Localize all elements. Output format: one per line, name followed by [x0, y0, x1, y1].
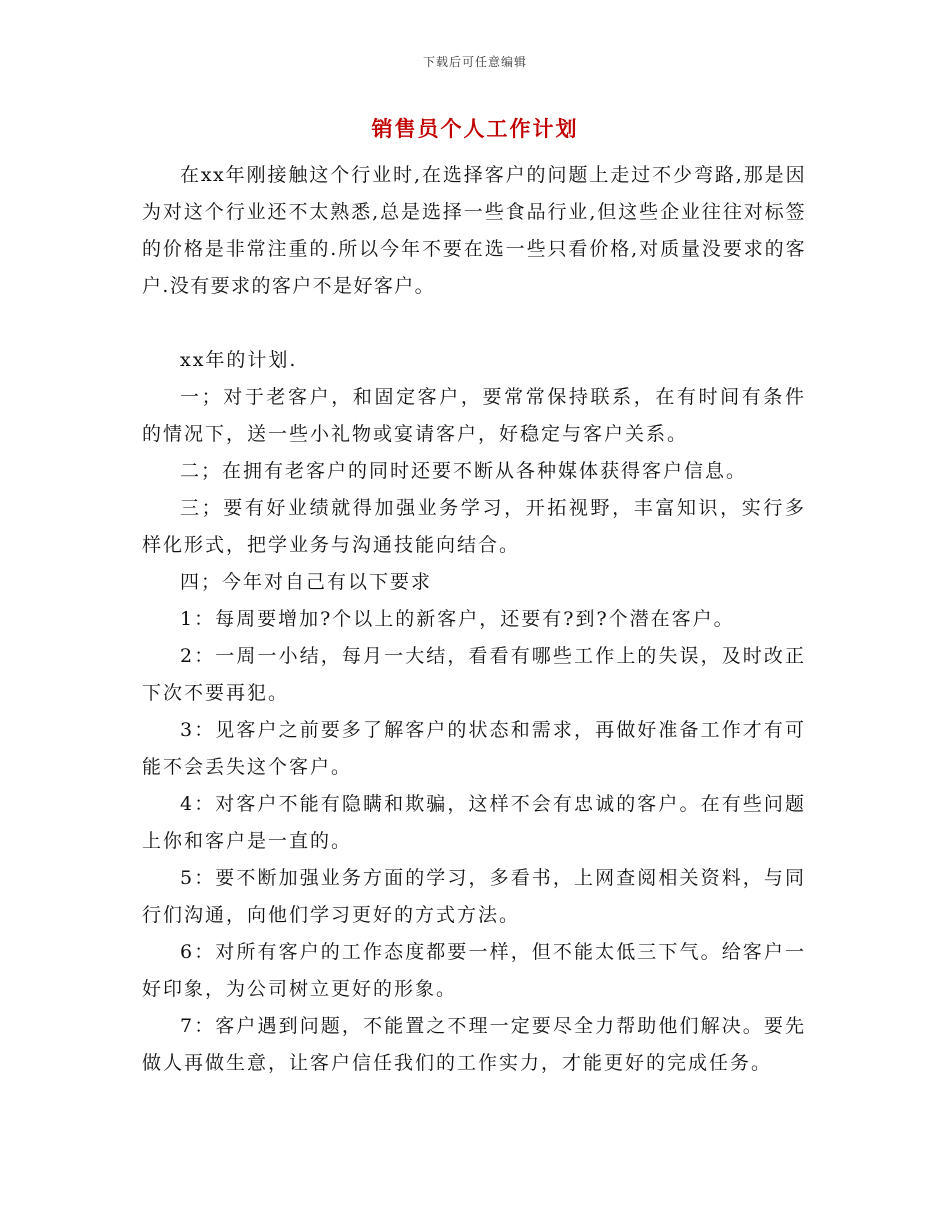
plan-item: 4：对客户不能有隐瞒和欺骗，这样不会有忠诚的客户。在有些问题上你和客户是一直的。 — [142, 793, 806, 852]
plan-item: 三；要有好业绩就得加强业务学习，开拓视野，丰富知识，实行多样化形式，把学业务与沟通技能向结合。 — [142, 497, 806, 556]
plan-item: 二；在拥有老客户的同时还要不断从各种媒体获得客户信息。 — [180, 460, 748, 482]
plan-item: 3：见客户之前要多了解客户的状态和需求，再做好准备工作才有可能不会丢失这个客户。 — [142, 719, 806, 778]
plan-item: 1：每周要增加?个以上的新客户，还要有?到?个潜在客户。 — [180, 608, 735, 630]
plan-item: 四；今年对自己有以下要求 — [180, 571, 433, 593]
plan-heading: xx年的计划. — [180, 349, 298, 371]
intro-paragraph: 在xx年刚接触这个行业时,在选择客户的问题上走过不少弯路,那是因为对这个行业还不太熟悉,总是选择一些食品行业,但这些企业往往对标签的价格是非常注重的.所以今年不要在选一些只看价格,对质量没要求的客户.没有要求的客户不是好客户。 — [142, 164, 806, 297]
plan-item: 2：一周一小结，每月一大结，看看有哪些工作上的失误，及时改正下次不要再犯。 — [142, 645, 806, 704]
paragraph-gap — [142, 305, 806, 342]
document-body — [142, 157, 806, 1082]
plan-item: 6：对所有客户的工作态度都要一样，但不能太低三下气。给客户一好印象，为公司树立更好的形象。 — [142, 941, 806, 1000]
document-title: 销售员个人工作计划 — [371, 116, 579, 141]
plan-item: 5：要不断加强业务方面的学习，多看书，上网查阅相关资料，与同行们沟通，向他们学习更好的方式方法。 — [142, 867, 806, 926]
plan-item: 7：客户遇到问题，不能置之不理一定要尽全力帮助他们解决。要先做人再做生意，让客户信任我们的工作实力，才能更好的完成任务。 — [142, 1015, 806, 1074]
header-note: 下载后可任意编辑 — [422, 55, 527, 69]
plan-item: 一；对于老客户，和固定客户，要常常保持联系，在有时间有条件的情况下，送一些小礼物或宴请客户，好稳定与客户关系。 — [142, 386, 806, 445]
